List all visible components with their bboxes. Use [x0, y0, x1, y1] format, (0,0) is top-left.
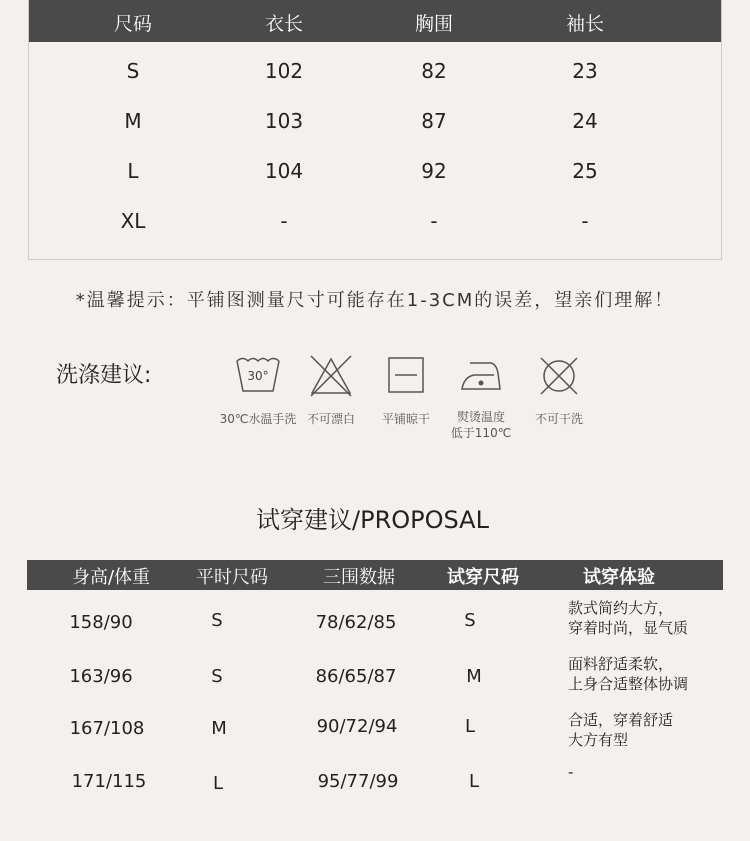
dry-flat-icon — [384, 353, 428, 397]
cell-tried-size: L — [464, 716, 476, 737]
wash-item-no-dry-clean — [528, 353, 590, 427]
cell-bust: - — [430, 209, 438, 233]
table-row — [0, 762, 750, 812]
cell-measurements: 78/62/85 — [315, 612, 397, 633]
table-row — [29, 159, 721, 189]
cell-usual-size: S — [211, 666, 223, 687]
cell-experience — [568, 710, 673, 750]
cell-tried-size: L — [468, 771, 480, 792]
table-row — [29, 109, 721, 139]
cell-length: 104 — [264, 159, 304, 183]
cell-sleeve: 23 — [572, 59, 598, 83]
cell-bust: 82 — [421, 59, 447, 83]
cell-height-weight: 163/96 — [69, 666, 133, 687]
cell-measurements: 95/77/99 — [317, 771, 399, 792]
wash-item-hand-wash — [218, 353, 298, 427]
header-experience: 试穿体验 — [583, 567, 655, 588]
experience-line-1: 面料舒适柔软， — [568, 655, 674, 673]
cell-length: 102 — [264, 59, 304, 83]
wash-text: 30℃水温手洗 — [219, 412, 297, 426]
cell-height-weight: 167/108 — [69, 718, 145, 739]
cell-sleeve: - — [581, 209, 589, 233]
cell-sleeve: 24 — [572, 109, 598, 133]
cell-size: XL — [120, 209, 146, 233]
fit-table-header — [27, 560, 723, 590]
table-row — [29, 59, 721, 89]
wash-temp-badge: 30° — [247, 369, 269, 383]
cell-measurements: 90/72/94 — [316, 716, 398, 737]
experience-line-2: 上身合适整体协调 — [568, 675, 689, 693]
table-row — [0, 598, 750, 648]
washing-label: 洗涤建议: — [56, 363, 152, 388]
cell-tried-size: S — [464, 610, 476, 631]
hand-wash-30-icon — [234, 353, 282, 397]
cell-length: - — [280, 209, 288, 233]
wash-text: 熨烫温度 — [456, 410, 505, 424]
table-row — [0, 710, 750, 760]
experience-line-2: 穿着时尚，显气质 — [568, 619, 689, 637]
cell-height-weight: 158/90 — [69, 612, 133, 633]
no-dry-clean-icon — [536, 353, 582, 399]
experience-line-1: - — [568, 763, 574, 781]
table-row — [29, 209, 721, 239]
size-table-header — [29, 0, 721, 42]
cell-experience — [568, 762, 573, 782]
cell-size: L — [127, 159, 139, 183]
cell-bust: 87 — [421, 109, 447, 133]
header-usual-size: 平时尺码 — [196, 567, 268, 588]
header-sleeve: 袖长 — [565, 13, 605, 35]
wash-text: 平铺晾干 — [381, 412, 430, 426]
iron-low-icon — [458, 353, 504, 397]
cell-tried-size: M — [466, 666, 482, 687]
header-bust: 胸围 — [414, 13, 454, 35]
wash-text-2: 低于110℃ — [450, 426, 512, 440]
wash-text: 不可漂白 — [306, 412, 355, 426]
cell-bust: 92 — [421, 159, 447, 183]
cell-length: 103 — [264, 109, 304, 133]
experience-line-2: 大方有型 — [568, 731, 629, 749]
wash-item-dry-flat — [375, 353, 437, 427]
wash-text: 不可干洗 — [534, 412, 583, 426]
cell-experience — [568, 598, 688, 638]
header-height-weight: 身高/体重 — [71, 567, 151, 588]
proposal-title: 试穿建议/PROPOSAL — [256, 506, 489, 534]
header-length: 衣长 — [264, 13, 304, 35]
cell-usual-size: S — [211, 610, 223, 631]
wash-item-iron — [448, 353, 514, 441]
header-measurements: 三围数据 — [323, 567, 395, 588]
no-bleach-icon — [308, 353, 354, 399]
header-size: 尺码 — [113, 13, 153, 35]
cell-sleeve: 25 — [572, 159, 598, 183]
cell-size: M — [124, 109, 142, 133]
experience-line-1: 款式简约大方， — [568, 599, 674, 617]
cell-height-weight: 171/115 — [71, 771, 147, 792]
measurement-tip: *温馨提示：平铺图测量尺寸可能存在1-3CM的误差，望亲们理解！ — [75, 290, 675, 311]
cell-usual-size: M — [211, 718, 227, 739]
cell-usual-size: L — [212, 773, 224, 794]
size-table — [28, 0, 722, 260]
cell-size: S — [126, 59, 140, 83]
experience-line-1: 合适，穿着舒适 — [568, 711, 674, 729]
header-tried-size: 试穿尺码 — [447, 567, 519, 588]
cell-measurements: 86/65/87 — [315, 666, 397, 687]
table-row — [0, 654, 750, 704]
cell-experience — [568, 654, 688, 694]
wash-item-no-bleach — [300, 353, 362, 427]
